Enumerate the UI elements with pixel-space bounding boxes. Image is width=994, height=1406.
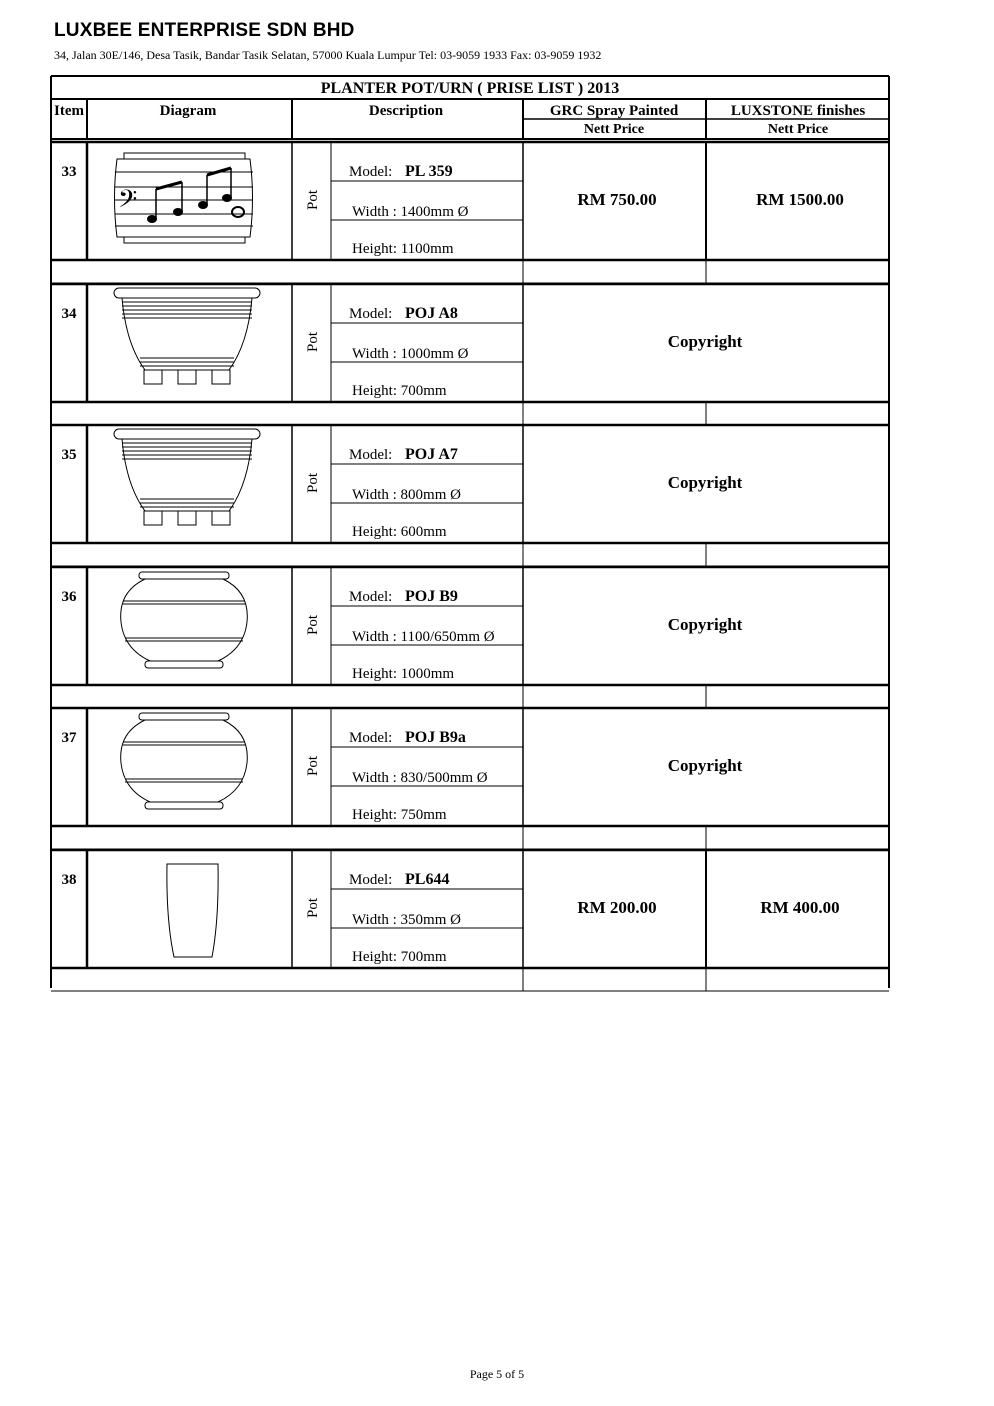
copyright-label: Copyright — [667, 615, 743, 634]
model-label: Model: — [349, 447, 393, 463]
item-number: 36 — [61, 589, 77, 605]
model-name: POJ B9a — [405, 729, 466, 746]
footed-planter-icon — [114, 288, 260, 384]
urn-icon — [121, 572, 248, 668]
item-number: 38 — [61, 872, 77, 888]
height-value: Height: 1100mm — [352, 241, 454, 257]
model-name: POJ A7 — [405, 446, 458, 463]
grc-price: RM 200.00 — [577, 898, 657, 917]
item-number: 34 — [61, 306, 77, 322]
category-label: Pot — [305, 472, 321, 494]
company-name: LUXBEE ENTERPRISE SDN BHD — [54, 20, 355, 41]
category-label: Pot — [305, 897, 321, 919]
category-label: Pot — [305, 614, 321, 636]
table-row — [51, 708, 889, 849]
page-number: Page 5 of 5 — [469, 1367, 525, 1381]
copyright-label: Copyright — [667, 473, 743, 492]
model-name: POJ A8 — [405, 305, 458, 322]
table-row — [51, 567, 889, 708]
model-name: PL 359 — [405, 163, 453, 180]
category-label: Pot — [305, 755, 321, 777]
tall-vase-icon — [167, 864, 218, 957]
category-label: Pot — [305, 189, 321, 211]
table-row — [51, 284, 889, 425]
item-number: 35 — [61, 447, 77, 463]
header-description: Description — [368, 103, 444, 119]
company-address: 34, Jalan 30E/146, Desa Tasik, Bandar Tasik Selatan, 57000 Kuala Lumpur Tel: 03-9059 1933 Fax: 03-9059 1932 — [54, 48, 602, 62]
header-diagram: Diagram — [159, 103, 217, 119]
model-name: PL644 — [405, 871, 450, 888]
luxstone-price: RM 1500.00 — [756, 190, 844, 209]
table-rows — [51, 142, 889, 991]
model-label: Model: — [349, 164, 393, 180]
header-item: Item — [54, 103, 84, 119]
footed-planter-icon — [114, 429, 260, 525]
width-value: Width : 1400mm Ø — [352, 204, 469, 220]
height-value: Height: 750mm — [352, 807, 447, 823]
model-label: Model: — [349, 306, 393, 322]
width-value: Width : 830/500mm Ø — [352, 770, 488, 786]
category-label: Pot — [305, 331, 321, 353]
width-value: Width : 1000mm Ø — [352, 346, 469, 362]
item-number: 37 — [61, 730, 77, 746]
svg-text:𝄢: 𝄢 — [118, 186, 138, 219]
height-value: Height: 600mm — [352, 524, 447, 540]
header-grc-sub: Nett Price — [583, 122, 645, 137]
width-value: Width : 350mm Ø — [352, 912, 461, 928]
header-luxstone-sub: Nett Price — [767, 122, 829, 137]
model-label: Model: — [349, 872, 393, 888]
model-label: Model: — [349, 730, 393, 746]
grc-price: RM 750.00 — [577, 190, 657, 209]
header-grc: GRC Spray Painted — [549, 103, 679, 119]
height-value: Height: 1000mm — [352, 666, 455, 682]
copyright-label: Copyright — [667, 756, 743, 775]
height-value: Height: 700mm — [352, 383, 447, 399]
table-row — [51, 142, 889, 283]
urn-icon — [121, 713, 248, 809]
table-row — [51, 850, 889, 991]
model-name: POJ B9 — [405, 588, 458, 605]
width-value: Width : 1100/650mm Ø — [352, 629, 495, 645]
luxstone-price: RM 400.00 — [760, 898, 840, 917]
width-value: Width : 800mm Ø — [352, 487, 461, 503]
item-number: 33 — [61, 164, 77, 180]
drum-music-icon — [115, 153, 254, 243]
copyright-label: Copyright — [667, 332, 743, 351]
height-value: Height: 700mm — [352, 949, 447, 965]
model-label: Model: — [349, 589, 393, 605]
table-row — [51, 425, 889, 566]
table-title: PLANTER POT/URN ( PRISE LIST ) 2013 — [320, 80, 620, 97]
header-luxstone: LUXSTONE finishes — [730, 103, 866, 119]
